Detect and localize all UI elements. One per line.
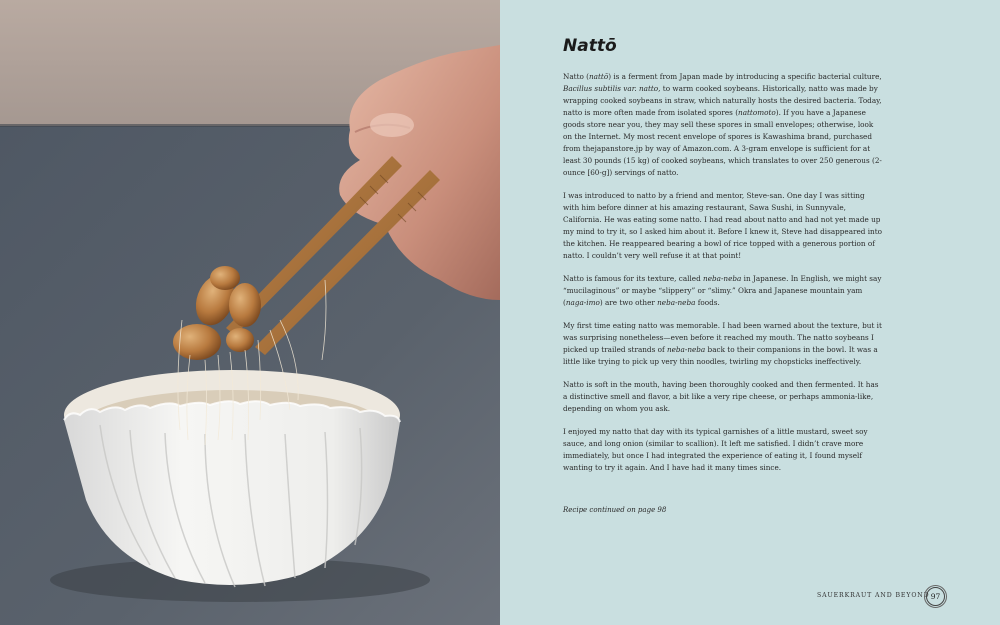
italic-term: neba-neba (666, 345, 706, 354)
text-run: Natto is soft in the mouth, having been thoroughly cooked and then fermented. It has a distinctive smell and flavor, a bit like a very ripe cheese, or perhaps ammonia-like, depending on whom you ask. (563, 380, 879, 413)
text-run: Natto is famous for its texture, called (563, 274, 704, 283)
body-paragraph (563, 379, 883, 415)
text-run: back to their companions in the bowl. It was a little like trying to pick up very thin noodles, twirling my chopsticks ineffectively. (563, 345, 878, 366)
text-run: I enjoyed my natto that day with its typical garnishes of a little mustard, sweet soy sauce, and long onion (similar to scallion). It left me satisfied. I didn’t crave more immediately, but once I had integrated the experience of eating it, I found myself wanting to try it again. And I have had it many times since. (563, 427, 868, 472)
body-paragraph (563, 71, 883, 179)
text-run: ) are two other (599, 298, 658, 307)
article-body (563, 71, 883, 485)
text-run: My first time eating natto was memorable. I had been warned about the texture, but it was surprising nonetheless—even before it reached my mouth. The natto soybeans I picked up trailed strands of (563, 321, 882, 354)
recipe-continued-note: Recipe continued on page 98 (563, 506, 667, 514)
text-run: ). If you have a Japanese goods store near you, they may sell these spores in small envelopes; otherwise, look on the Internet. My most recent envelope of spores is Kawashima brand, purchased from thejapanstore.jp by way of Amazon.com. A 3-gram envelope is sufficient for at least 30 pounds (15 kg) of cooked soybeans, which translates to over 250 generous (2-ounce [60-g]) servings of natto. (563, 108, 882, 177)
text-run: I was introduced to natto by a friend and mentor, Steve-san. One day I was sitting with him before dinner at his amazing restaurant, Sawa Sushi, in Sunnyvale, California. He was eating some natto. I had read about natto and had not yet made up my mind to try it, so I asked him about it. Before I knew it, Steve had disappeared into the kitchen. He reappeared bearing a bowl of rice topped with a generous portion of natto. I couldn’t very well refuse it at that point! (563, 191, 883, 260)
text-run: ) is a ferment from Japan made by introducing a specific bacterial culture, (608, 72, 882, 81)
text-run: Natto ( (563, 72, 589, 81)
body-paragraph (563, 273, 883, 309)
text-run: , to warm cooked soybeans. Historically, natto was made by wrapping cooked soybeans in straw, which naturally hosts the desired bacteria. Today, natto is more often made from isolated spores ( (563, 84, 882, 117)
italic-term: naga-imo (565, 298, 600, 307)
body-paragraph (563, 190, 883, 262)
page-title: Nattō (563, 36, 617, 56)
running-head: SAUERKRAUT AND BEYOND (817, 592, 930, 599)
text-run: foods. (695, 298, 720, 307)
text-run: in Japanese. In English, we might say “mucilaginous” or maybe “slippery” or “slimy.” Okra and Japanese mountain yam ( (563, 274, 882, 307)
page-number: 97 (926, 587, 945, 606)
text-page (500, 0, 1000, 625)
body-paragraph (563, 320, 883, 368)
italic-term: nattomoto (738, 108, 776, 117)
italic-term: Bacillus subtilis var. natto (563, 84, 659, 93)
italic-term: nattō (589, 72, 609, 81)
italic-term: neba-neba (703, 274, 742, 283)
body-paragraph (563, 426, 883, 474)
italic-term: neba-neba (657, 298, 696, 307)
